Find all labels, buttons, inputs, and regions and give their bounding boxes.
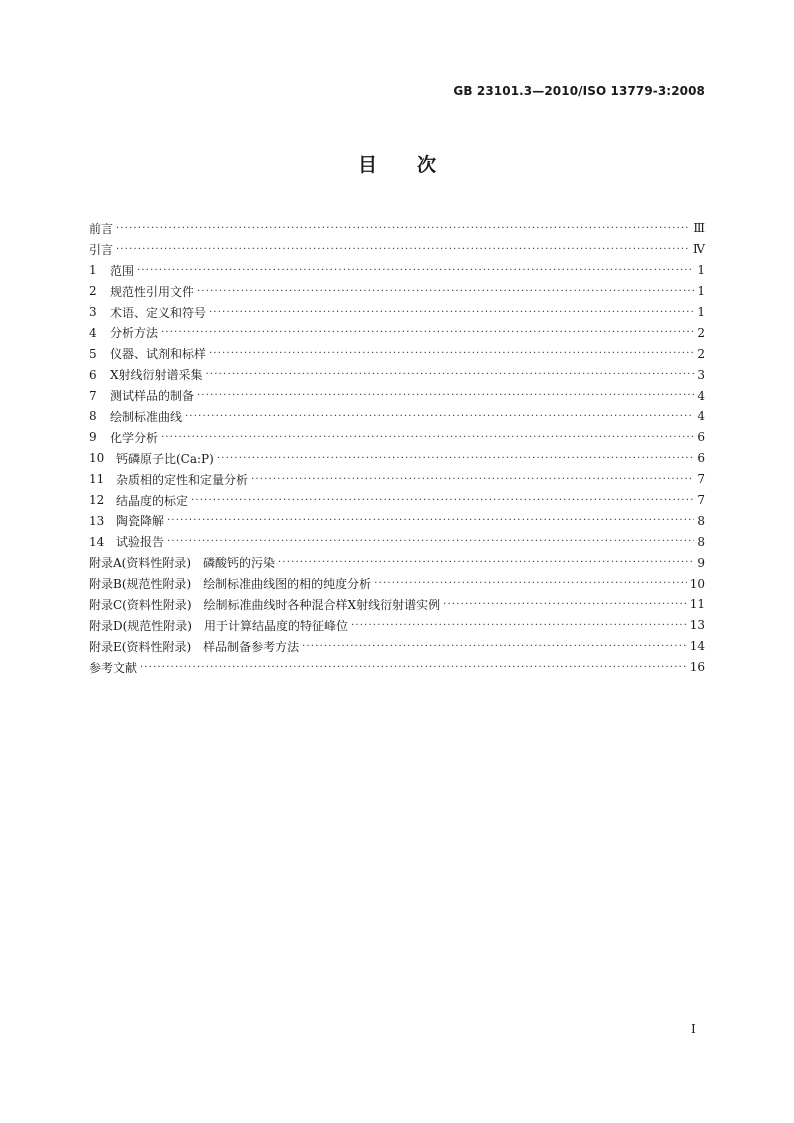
toc-entry-number: 2: [89, 284, 97, 299]
toc-dot-leader: [217, 453, 694, 464]
toc-entry-label: 参考文献: [89, 660, 138, 675]
toc-entry-number: 1: [89, 263, 97, 278]
toc-entry[interactable]: [89, 260, 705, 281]
toc-entry[interactable]: [89, 218, 705, 239]
toc-entry-page: 11: [689, 597, 705, 612]
toc-entry-number: 8: [89, 409, 97, 424]
toc-dot-leader: [197, 390, 694, 401]
toc-entry-label: 附录B(规范性附录) 绘制标准曲线图的相的纯度分析: [89, 577, 372, 592]
page-number: Ⅰ: [691, 1022, 696, 1036]
toc-entry-label: 结晶度的标定: [116, 493, 189, 508]
toc-entry[interactable]: [89, 427, 705, 448]
toc-entry[interactable]: [89, 239, 705, 260]
toc-entry[interactable]: [89, 385, 705, 406]
toc-entry-label: 钙磷原子比(Ca:P): [116, 451, 214, 466]
toc-entry-page: 1: [697, 284, 705, 299]
toc-entry-page: Ⅳ: [693, 242, 705, 257]
toc-dot-leader: [209, 307, 694, 318]
toc-entry-page: 16: [689, 660, 705, 675]
toc-entry[interactable]: [89, 636, 705, 657]
toc-dot-leader: [161, 327, 694, 338]
toc-entry-number: 11: [89, 472, 105, 487]
toc-entry[interactable]: [89, 531, 705, 552]
toc-entry[interactable]: [89, 322, 705, 343]
toc-entry[interactable]: [89, 406, 705, 427]
toc-entry-label: 附录D(规范性附录) 用于计算结晶度的特征峰位: [89, 618, 348, 633]
toc-entry-label: 附录E(资料性附录) 样品制备参考方法: [89, 639, 300, 654]
toc-entry-label: 附录C(资料性附录) 绘制标准曲线时各种混合样X射线衍射谱实例: [89, 597, 441, 612]
toc-dot-leader: [302, 641, 687, 652]
toc-entry-label: 绘制标准曲线: [110, 409, 183, 424]
toc-dot-leader: [443, 599, 687, 610]
toc-entry-label: 测试样品的制备: [110, 389, 195, 404]
toc-entry[interactable]: [89, 552, 705, 573]
toc-entry-label: 引言: [89, 242, 114, 257]
toc-entry-page: 9: [697, 555, 705, 570]
toc-entry-label: 仪器、试剂和标样: [110, 347, 207, 362]
toc-entry[interactable]: [89, 594, 705, 615]
toc-entry[interactable]: [89, 573, 705, 594]
page-title: 目次: [357, 154, 476, 176]
toc-entry-label: 化学分析: [110, 430, 159, 445]
toc-dot-leader: [191, 495, 694, 506]
toc-entry[interactable]: [89, 615, 705, 636]
toc-entry-number: 3: [89, 305, 97, 319]
toc-entry-label: 试验报告: [116, 535, 165, 550]
toc-entry-page: 6: [697, 430, 705, 445]
toc-entry-number: 6: [89, 367, 97, 382]
toc-dot-leader: [209, 348, 694, 359]
toc-entry-label: 杂质相的定性和定量分析: [116, 472, 249, 487]
toc-dot-leader: [161, 432, 694, 443]
toc-entry-page: 10: [689, 576, 705, 591]
toc-entry-number: 13: [89, 513, 105, 528]
toc-entry-number: 12: [89, 493, 105, 508]
toc-dot-leader: [116, 244, 690, 255]
toc-entry[interactable]: [89, 490, 705, 511]
toc-dot-leader: [351, 620, 687, 631]
toc-dot-leader: [116, 223, 690, 234]
table-of-contents: [89, 218, 705, 678]
toc-entry-number: 4: [89, 325, 97, 340]
toc-entry-page: 2: [697, 346, 705, 361]
toc-entry-label: 前言: [89, 221, 114, 236]
toc-entry-page: 1: [697, 305, 705, 319]
standard-code: GB 23101.3—2010/ISO 13779-3:2008: [453, 84, 705, 98]
toc-entry-page: 3: [697, 367, 705, 382]
toc-entry-page: 4: [697, 388, 705, 403]
toc-entry-label: 陶瓷降解: [116, 514, 165, 529]
toc-entry-page: 1: [697, 263, 705, 278]
toc-dot-leader: [278, 557, 694, 568]
toc-entry-label: X射线衍射谱采集: [110, 368, 203, 383]
toc-dot-leader: [167, 536, 694, 547]
toc-dot-leader: [167, 515, 694, 526]
toc-entry-page: 14: [689, 639, 705, 654]
toc-entry-page: 2: [697, 325, 705, 340]
toc-dot-leader: [140, 662, 687, 673]
toc-entry-page: 8: [697, 513, 705, 528]
toc-entry-page: 7: [697, 493, 705, 508]
toc-entry-number: 10: [89, 451, 105, 466]
toc-entry[interactable]: [89, 510, 705, 531]
toc-dot-leader: [374, 578, 687, 589]
toc-entry[interactable]: [89, 469, 705, 490]
toc-entry-page: 4: [697, 409, 705, 424]
toc-entry-label: 附录A(资料性附录) 磷酸钙的污染: [89, 556, 276, 571]
toc-entry-number: 7: [89, 388, 97, 403]
toc-entry-label: 术语、定义和符号: [110, 305, 207, 320]
toc-entry-number: 14: [89, 534, 105, 549]
toc-entry[interactable]: [89, 364, 705, 385]
toc-entry-page: 8: [697, 534, 705, 549]
toc-dot-leader: [197, 286, 694, 297]
toc-entry-page: 7: [697, 472, 705, 487]
toc-dot-leader: [137, 265, 694, 276]
toc-entry[interactable]: [89, 302, 705, 323]
toc-dot-leader: [251, 474, 694, 485]
toc-entry-label: 分析方法: [110, 326, 159, 341]
toc-entry-page: Ⅲ: [693, 221, 705, 236]
toc-dot-leader: [185, 411, 694, 422]
toc-entry-label: 规范性引用文件: [110, 284, 195, 299]
toc-entry[interactable]: [89, 657, 705, 678]
toc-entry-number: 9: [89, 430, 97, 445]
toc-entry-label: 范围: [110, 263, 135, 278]
toc-entry-page: 13: [689, 618, 705, 633]
toc-entry[interactable]: [89, 343, 705, 364]
toc-entry-number: 5: [89, 346, 97, 361]
toc-entry-page: 6: [697, 451, 705, 466]
toc-entry[interactable]: [89, 281, 705, 302]
toc-entry[interactable]: [89, 448, 705, 469]
toc-dot-leader: [206, 369, 694, 380]
